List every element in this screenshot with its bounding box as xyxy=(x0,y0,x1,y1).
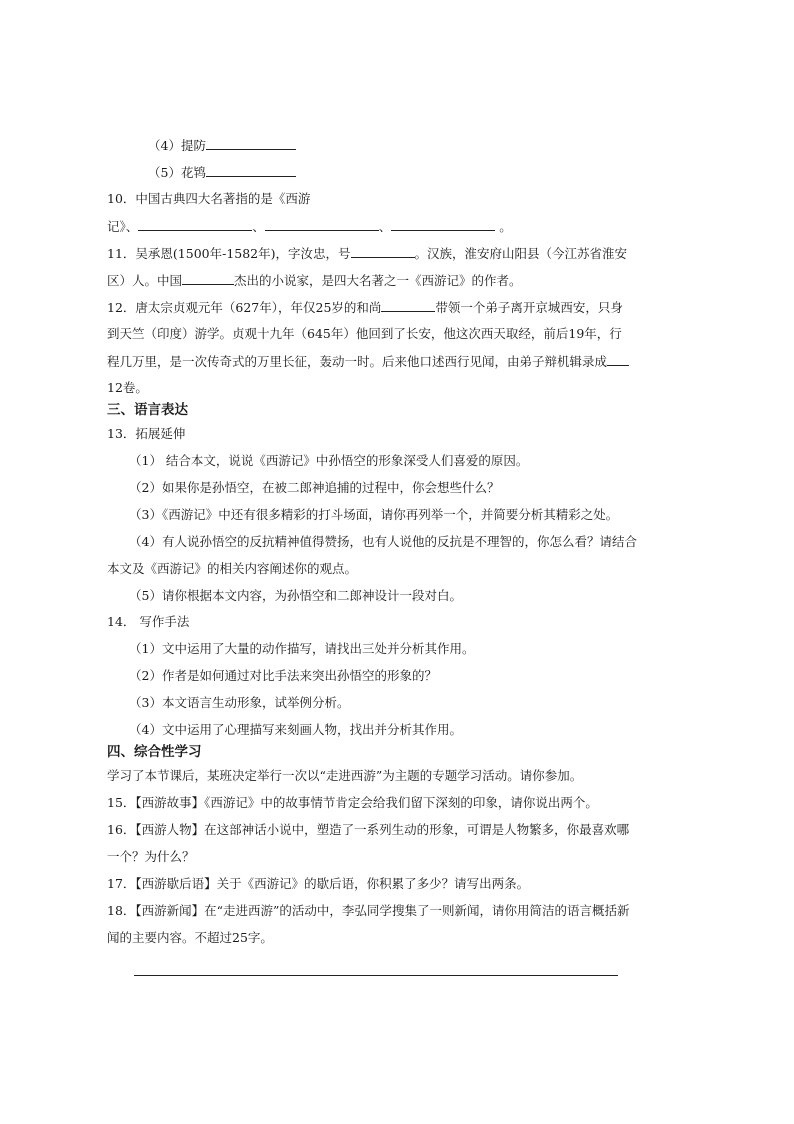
q13-item: （3）《西游记》中还有很多精彩的打斗场面，请你再列举一个，并简要分析其精彩之处。 xyxy=(129,507,619,522)
q13-item: （1） 结合本文，说说《西游记》中孙悟空的形象深受人们喜爱的原因。 xyxy=(129,453,529,468)
question-15: 15．【西游故事】《西游记》中的故事情节肯定会给我们留下深刻的印象，请你说出两个。 xyxy=(107,795,598,810)
q12-text: 程几万里，是一次传奇式的万里长征，轰动一时。后来他口述西行见闻，由弟子辩机辑录成 xyxy=(107,354,608,369)
question-12-line2: 到天竺（印度）游学。贞观十九年（645年）他回到了长安，他这次西天取经，前后19年，行 xyxy=(107,326,622,341)
q12-text: 带领一个弟子离开京城西安，只身 xyxy=(435,300,623,315)
answer-blank[interactable] xyxy=(351,245,415,258)
question-10-line2 xyxy=(107,218,512,235)
question-11-line1 xyxy=(107,245,627,262)
q11-text: 杰出的小说家，是四大名著之一《西游记》的作者。 xyxy=(234,273,522,288)
q12-text: 12．唐太宗贞观元年（627年），年仅25岁的和尚 xyxy=(107,300,382,315)
q10-sep: 、 xyxy=(378,219,392,234)
q13-item-continued: 本文及《西游记》的相关内容阐述你的观点。 xyxy=(107,561,358,576)
answer-blank[interactable] xyxy=(206,164,296,177)
answer-blank[interactable] xyxy=(138,218,252,231)
section-3-heading: 三、语言表达 xyxy=(107,402,188,418)
q11-text: 11．吴承恩(1500年-1582年)，字汝忠，号 xyxy=(107,246,351,261)
q14-item: （3）本文语言生动形象，试举例分析。 xyxy=(129,695,350,710)
q13-item: （4）有人说孙悟空的反抗精神值得赞扬，也有人说他的反抗是不理智的，你怎么看？请结合 xyxy=(129,534,637,549)
question-14-title: 14． 写作手法 xyxy=(107,614,190,629)
question-16-line2: 一个？为什么？ xyxy=(107,849,195,864)
answer-blank[interactable] xyxy=(607,353,629,366)
fill-item-4-label: （4）提防 xyxy=(148,138,206,153)
question-13-title: 13．拓展延伸 xyxy=(107,426,186,441)
question-12-line1 xyxy=(107,299,623,316)
q10-end: 。 xyxy=(499,219,512,234)
question-17: 17．【西游歇后语】关于《西游记》的歇后语，你积累了多少？请写出两条。 xyxy=(107,876,530,891)
question-11-line2 xyxy=(107,272,522,289)
fill-item-5-label: （5）花鸨 xyxy=(148,165,206,180)
q14-item: （4）文中运用了心理描写来刻画人物，找出并分析其作用。 xyxy=(129,722,462,737)
q14-item: （2）作者是如何通过对比手法来突出孙悟空的形象的？ xyxy=(129,668,437,683)
q14-item: （1）文中运用了大量的动作描写，请找出三处并分析其作用。 xyxy=(129,641,475,656)
answer-blank[interactable] xyxy=(265,218,379,231)
question-18-line2: 闻的主要内容。不超过25字。 xyxy=(107,930,273,945)
q13-item: （5）请你根据本文内容，为孙悟空和二郎神设计一段对白。 xyxy=(129,588,462,603)
question-16-line1: 16．【西游人物】在这部神话小说中，塑造了一系列生动的形象，可谓是人物繁多，你最喜欢哪 xyxy=(107,822,630,837)
answer-blank[interactable] xyxy=(206,137,296,150)
q13-item: （2）如果你是孙悟空，在被二郎神追捕的过程中，你会想些什么？ xyxy=(129,480,500,495)
answer-blank[interactable] xyxy=(381,299,435,312)
answer-blank[interactable] xyxy=(391,218,495,231)
q10-sep: 、 xyxy=(252,219,265,234)
fill-item-4 xyxy=(148,137,296,154)
answer-blank[interactable] xyxy=(182,272,234,285)
fill-item-5 xyxy=(148,164,296,181)
question-10-line1: 10．中国古典四大名著指的是《西游 xyxy=(107,191,311,206)
question-12-line4: 12卷。 xyxy=(107,380,148,395)
q11-text: 。汉族，淮安府山阳县（今江苏省淮安 xyxy=(414,246,628,261)
question-12-line3 xyxy=(107,353,629,370)
answer-line[interactable] xyxy=(134,975,618,976)
question-18-line1: 18．【西游新闻】在“走进西游”的活动中，李弘同学搜集了一则新闻，请你用简洁的语言概括新 xyxy=(107,903,630,918)
section-4-intro: 学习了本节课后，某班决定举行一次以“走进西游”为主题的专题学习活动。请你参加。 xyxy=(107,768,583,783)
q11-text: 区）人。中国 xyxy=(107,273,183,288)
q10-prefix: 记》、 xyxy=(107,219,139,234)
section-4-heading: 四、综合性学习 xyxy=(107,744,202,760)
